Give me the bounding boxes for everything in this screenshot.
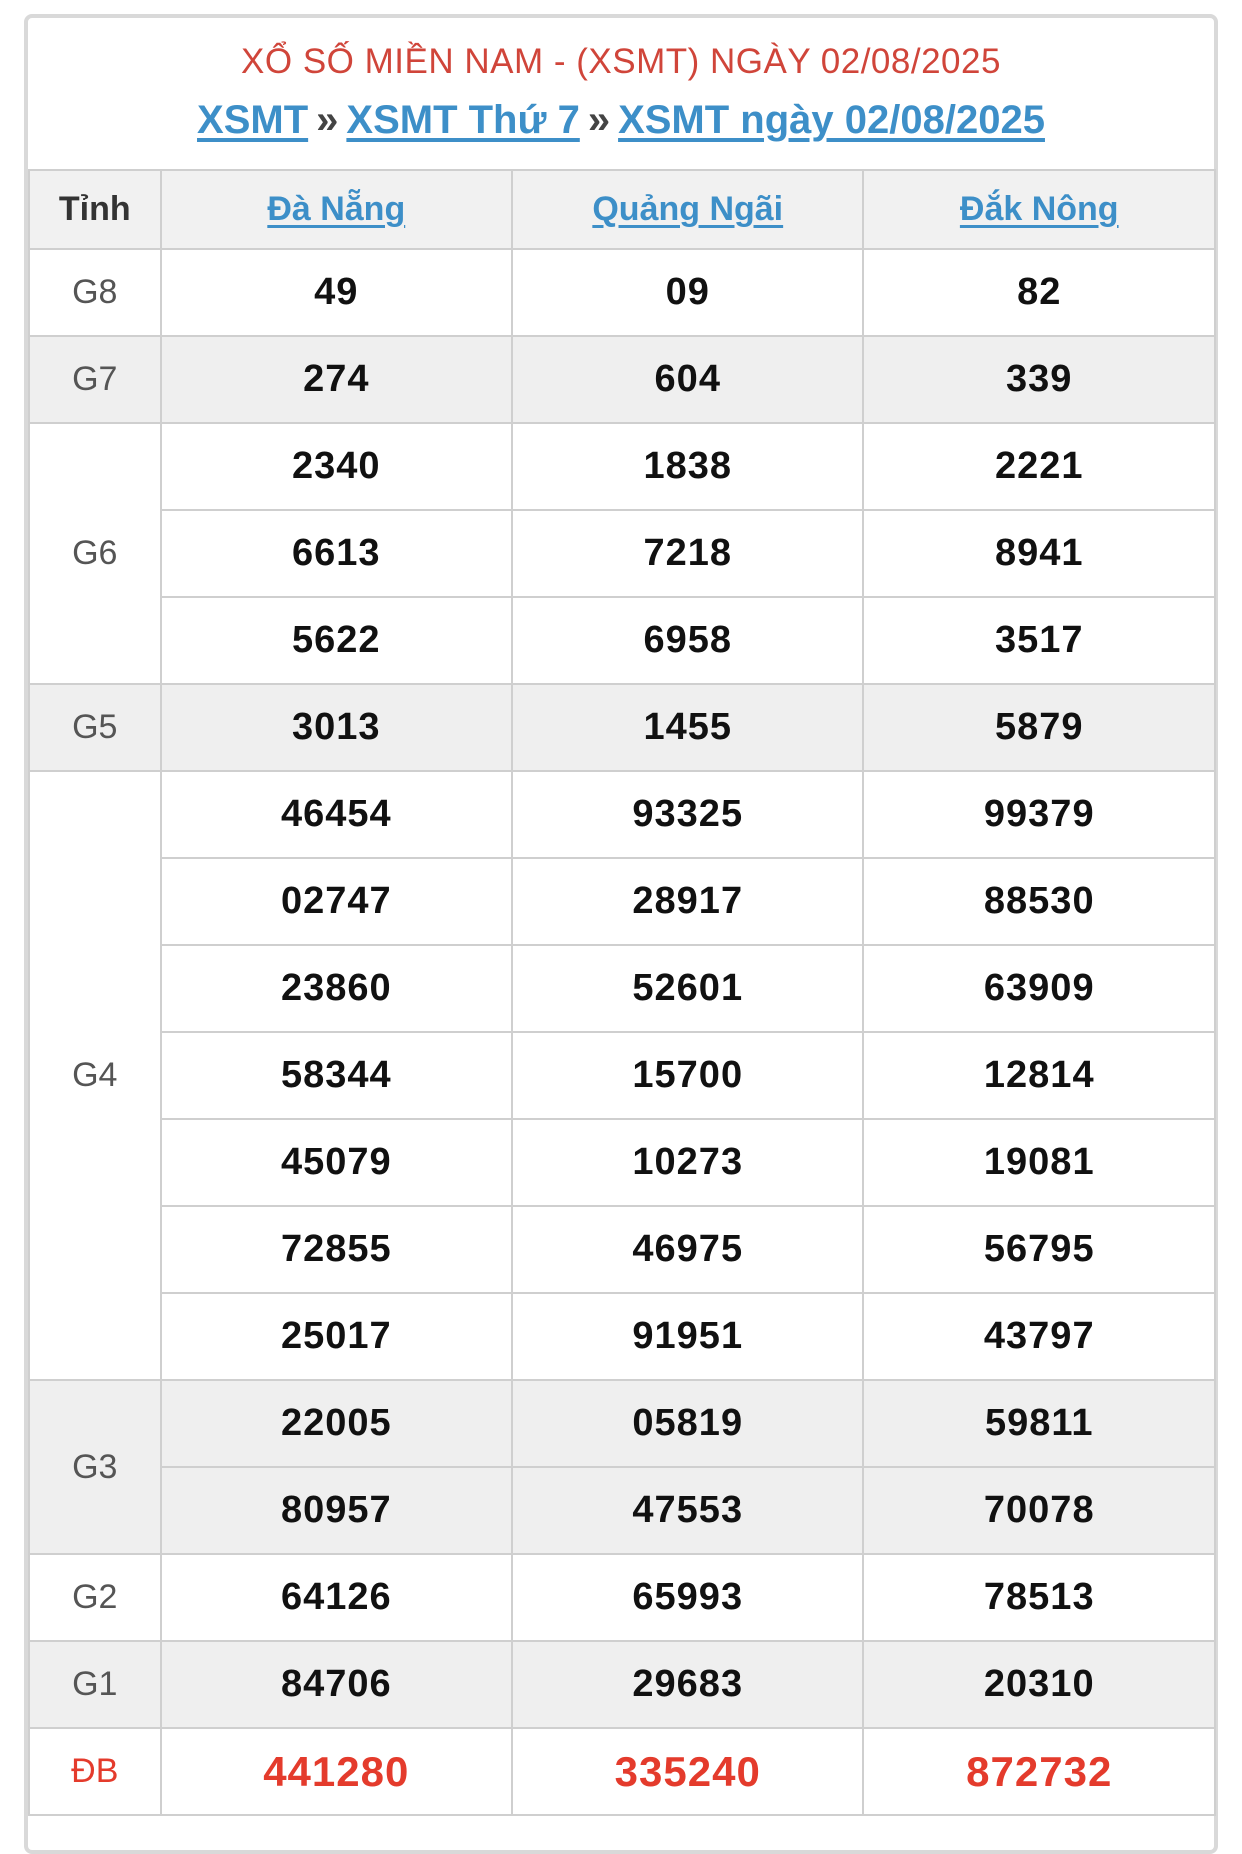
- prize-number: 78513: [863, 1554, 1215, 1641]
- prize-number: 63909: [863, 945, 1215, 1032]
- prize-number: 25017: [161, 1293, 512, 1380]
- prize-number: 02747: [161, 858, 512, 945]
- prize-label: G1: [29, 1641, 161, 1728]
- breadcrumb-separator: »: [587, 98, 611, 142]
- prize-number: 339: [863, 336, 1215, 423]
- prize-number: 65993: [512, 1554, 863, 1641]
- prize-number: 43797: [863, 1293, 1215, 1380]
- table-header-row: [29, 170, 1215, 249]
- table-row-g4: [29, 1293, 1215, 1380]
- special-prize-number: 441280: [161, 1728, 512, 1815]
- prize-number: 46975: [512, 1206, 863, 1293]
- province-link-quang-ngai[interactable]: Quảng Ngãi: [592, 190, 784, 228]
- special-prize-number: 872732: [863, 1728, 1215, 1815]
- breadcrumb-link-xsmt[interactable]: XSMT: [197, 98, 309, 142]
- prize-number: 91951: [512, 1293, 863, 1380]
- prize-number: 70078: [863, 1467, 1215, 1554]
- page-title: XỔ SỐ MIỀN NAM - (XSMT) NGÀY 02/08/2025: [241, 42, 1001, 81]
- prize-number: 7218: [512, 510, 863, 597]
- prize-number: 2340: [161, 423, 512, 510]
- table-row-g3: [29, 1380, 1215, 1467]
- table-row-special: [29, 1728, 1215, 1815]
- breadcrumb-link-date[interactable]: XSMT ngày 02/08/2025: [618, 98, 1045, 142]
- prize-number: 22005: [161, 1380, 512, 1467]
- prize-label: G2: [29, 1554, 161, 1641]
- header-province-3: [863, 170, 1215, 249]
- table-row-g1: [29, 1641, 1215, 1728]
- prize-number: 47553: [512, 1467, 863, 1554]
- prize-number: 3013: [161, 684, 512, 771]
- prize-number: 56795: [863, 1206, 1215, 1293]
- prize-number: 3517: [863, 597, 1215, 684]
- prize-number: 52601: [512, 945, 863, 1032]
- title-block: [28, 18, 1214, 169]
- prize-number: 82: [863, 249, 1215, 336]
- table-row-g4: [29, 771, 1215, 858]
- province-link-dak-nong[interactable]: Đắk Nông: [959, 190, 1119, 228]
- results-card: [24, 14, 1218, 1854]
- prize-label: G8: [29, 249, 161, 336]
- prize-number: 46454: [161, 771, 512, 858]
- prize-number: 88530: [863, 858, 1215, 945]
- prize-number: 8941: [863, 510, 1215, 597]
- prize-number: 274: [161, 336, 512, 423]
- prize-label: G3: [29, 1380, 161, 1554]
- prize-number: 12814: [863, 1032, 1215, 1119]
- breadcrumb: [28, 94, 1214, 146]
- prize-number: 15700: [512, 1032, 863, 1119]
- prize-number: 59811: [863, 1380, 1215, 1467]
- prize-number: 64126: [161, 1554, 512, 1641]
- table-row-g4: [29, 858, 1215, 945]
- prize-number: 1838: [512, 423, 863, 510]
- header-province-2: [512, 170, 863, 249]
- prize-number: 84706: [161, 1641, 512, 1728]
- prize-label: G4: [29, 771, 161, 1380]
- prize-number: 19081: [863, 1119, 1215, 1206]
- prize-label: G5: [29, 684, 161, 771]
- prize-number: 1455: [512, 684, 863, 771]
- prize-number: 45079: [161, 1119, 512, 1206]
- table-row-g6: [29, 423, 1215, 510]
- prize-number: 2221: [863, 423, 1215, 510]
- prize-label: ĐB: [29, 1728, 161, 1815]
- prize-number: 29683: [512, 1641, 863, 1728]
- header-province-1: [161, 170, 512, 249]
- prize-number: 5622: [161, 597, 512, 684]
- table-row-g4: [29, 1032, 1215, 1119]
- prize-number: 28917: [512, 858, 863, 945]
- special-prize-number: 335240: [512, 1728, 863, 1815]
- table-row-g4: [29, 1119, 1215, 1206]
- table-row-g3: [29, 1467, 1215, 1554]
- breadcrumb-link-thu7[interactable]: XSMT Thứ 7: [346, 98, 580, 142]
- prize-number: 99379: [863, 771, 1215, 858]
- table-row-g6: [29, 510, 1215, 597]
- table-row-g6: [29, 597, 1215, 684]
- prize-number: 6613: [161, 510, 512, 597]
- prize-number: 5879: [863, 684, 1215, 771]
- results-table: [28, 169, 1216, 1816]
- prize-number: 05819: [512, 1380, 863, 1467]
- prize-label: G6: [29, 423, 161, 684]
- prize-number: 10273: [512, 1119, 863, 1206]
- prize-number: 6958: [512, 597, 863, 684]
- prize-label: G7: [29, 336, 161, 423]
- table-row-g8: [29, 249, 1215, 336]
- table-row-g4: [29, 945, 1215, 1032]
- prize-number: 58344: [161, 1032, 512, 1119]
- table-row-g7: [29, 336, 1215, 423]
- prize-number: 49: [161, 249, 512, 336]
- prize-number: 604: [512, 336, 863, 423]
- prize-number: 93325: [512, 771, 863, 858]
- table-row-g2: [29, 1554, 1215, 1641]
- prize-number: 72855: [161, 1206, 512, 1293]
- header-province-label: Tỉnh: [29, 170, 161, 249]
- prize-number: 80957: [161, 1467, 512, 1554]
- province-link-da-nang[interactable]: Đà Nẵng: [267, 190, 406, 228]
- prize-number: 09: [512, 249, 863, 336]
- prize-number: 23860: [161, 945, 512, 1032]
- prize-number: 20310: [863, 1641, 1215, 1728]
- breadcrumb-separator: »: [316, 98, 339, 142]
- table-row-g4: [29, 1206, 1215, 1293]
- table-row-g5: [29, 684, 1215, 771]
